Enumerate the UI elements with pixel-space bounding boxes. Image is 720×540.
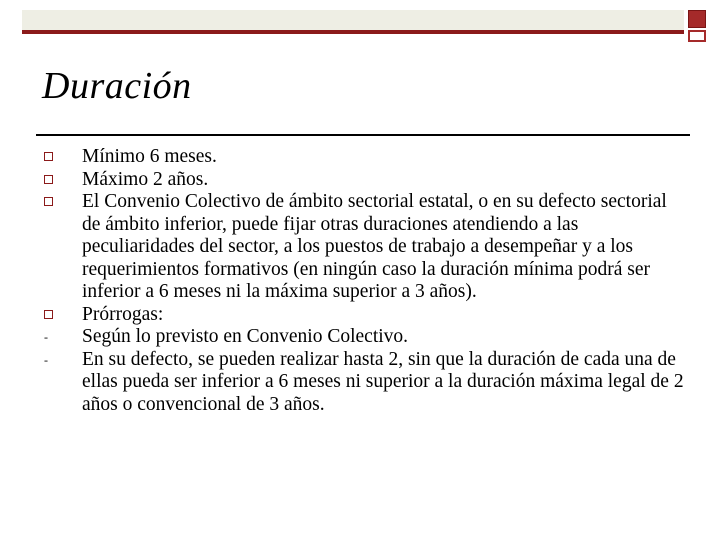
bullet-list: [40, 146, 690, 416]
list-item: [40, 326, 690, 349]
list-item: [40, 169, 690, 192]
list-item-text: Mínimo 6 meses.: [82, 146, 217, 167]
list-item: [40, 349, 690, 417]
list-item-text: Prórrogas:: [82, 303, 164, 325]
title-divider: [36, 134, 690, 136]
dash-bullet-icon: -: [44, 352, 48, 367]
header-band: [22, 10, 684, 34]
list-item-text: En su defecto, se pueden realizar hasta 2, sin que la duración de cada una de ellas pueda ser inferior a 6 meses ni superior a la duración máxima legal de 2 años o convencional de 3 años.: [82, 348, 684, 415]
square-bullet-icon: [44, 197, 53, 206]
square-bullet-icon: [44, 310, 53, 319]
bullet-marker: [40, 326, 82, 349]
decorative-square-outline: [688, 30, 706, 42]
bullet-marker: [40, 304, 82, 327]
dash-bullet-icon: -: [44, 330, 48, 344]
list-item: [40, 304, 690, 327]
slide-title: Duración: [42, 65, 192, 107]
list-item-text: Según lo previsto en Convenio Colectivo.: [82, 326, 409, 347]
list-item: [40, 191, 690, 304]
list-item: [40, 146, 690, 169]
decorative-square-filled: [688, 10, 706, 28]
square-bullet-icon: [44, 175, 53, 184]
list-item-text: El Convenio Colectivo de ámbito sectorial estatal, o en su defecto sectorial de ámbito inferior, puede fijar otras duraciones atendiendo a las peculiaridades del sector, a los puestos de trabajo a desempeñar y a los requerimientos formativos (en ningún caso la duración mínima podrá ser inferior a 6 meses ni la máxima superior a 3 años).: [82, 191, 667, 302]
square-bullet-icon: [44, 152, 53, 161]
bullet-marker: [40, 169, 82, 192]
bullet-marker: [40, 191, 82, 214]
list-item-text: Máximo 2 años.: [82, 168, 209, 190]
bullet-marker: [40, 349, 82, 372]
bullet-marker: [40, 146, 82, 169]
